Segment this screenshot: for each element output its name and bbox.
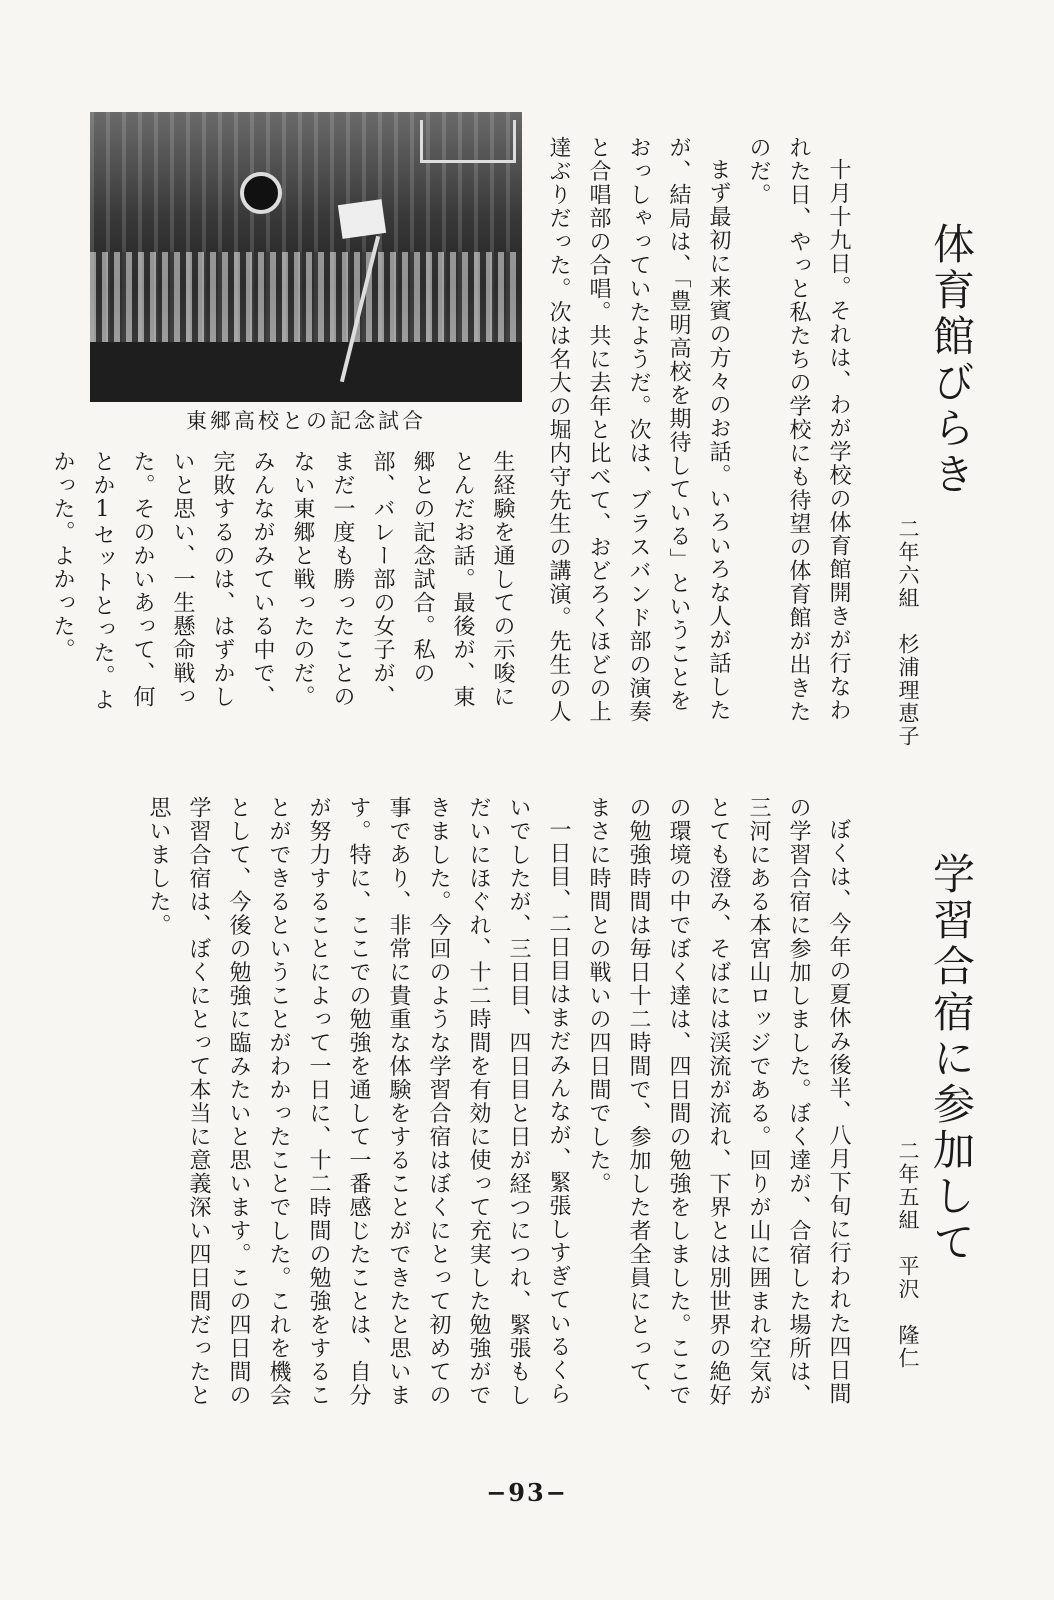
article1-body-lower [42,450,522,730]
crowd-graphic [90,252,522,342]
article2-body [138,796,858,1428]
photo-caption: 東郷高校との記念試合 [186,409,426,433]
article2-title: 学習合宿に参加して [927,852,976,1266]
article1-title: 体育館びらき [927,222,976,498]
article1-paragraph-2: まず最初に来賓の方々のお話。いろいろな人が話したが、結局は、「豊明高校を期待している」ということをおっしゃっていたようだ。次は、ブラスバンド部の演奏と合唱部の合唱。共に去年と比べて、おどろくほどの上達ぶりだった。次は名大の堀内守先生の講演。先生の人 [546,136,731,724]
gym-floor-graphic [90,342,522,402]
article1-author: 二年六組 杉浦理恵子 [896,518,920,748]
article2-paragraph-1: ぼくは、今年の夏休み後半、八月下旬に行われた四日間の学習合宿に参加しました。ぼく達が、合宿した場所は、三河にある本宮山ロッジである。回りが山に囲まれ空気がとても澄み、そばには渓流が流れ、下界とは別世界の絶好の環境の中でぼく達は、四日間の勉強をしました。ここでの勉強時間は毎日十二時間で、参加した者全員にとって、まさに時間との戦いの四日間でした。 [586,796,851,1407]
article1-paragraph-1: 十月十九日。それは、わが学校の体育館開きが行なわれた日、やっと私たちの学校にも待望の体育館が出きたのだ。 [746,136,851,724]
basketball-hoop-icon [420,120,516,163]
flag-icon [240,172,282,214]
article1-paragraph-2-continued: 生経験を通しての示唆にとんだお話。最後が、東郷との記念試合。私の部、バレー部の女子が、まだ一度も勝ったことのない東郷と戦ったのだ。みんながみている中で、完敗するのは、はずかしいと思い、一生懸命戦った。そのかいあって、何とか1セットとった。よかった。よかった。 [50,450,515,712]
gym-photo [90,112,522,402]
article2-paragraph-2: 一日目、二日目はまだみんなが、緊張しすぎているくらいでしたが、三日目、四日目と日が経つにつれ、緊張もしだいにほぐれ、十二時間を有効に使って充実した勉強ができました。今回のような学習合宿はぼくにとって初めての事であり、非常に貴重な体験をすることができたと思います。特に、ここでの勉強を通して一番感じたことは、自分が努力することによって一日に、十二時間の勉強をすることができるということがわかったことでした。これを機会として、今後の勉強に臨みたいと思います。この四日間の学習合宿は、ぼくにとって本当に意義深い四日間だったと思いました。 [146,796,571,1407]
page-number: −93− [486,1478,568,1507]
article1-body-upper [538,136,858,726]
placard-icon [338,199,386,239]
article2-author: 二年五組 平沢 隆仁 [896,1140,920,1370]
